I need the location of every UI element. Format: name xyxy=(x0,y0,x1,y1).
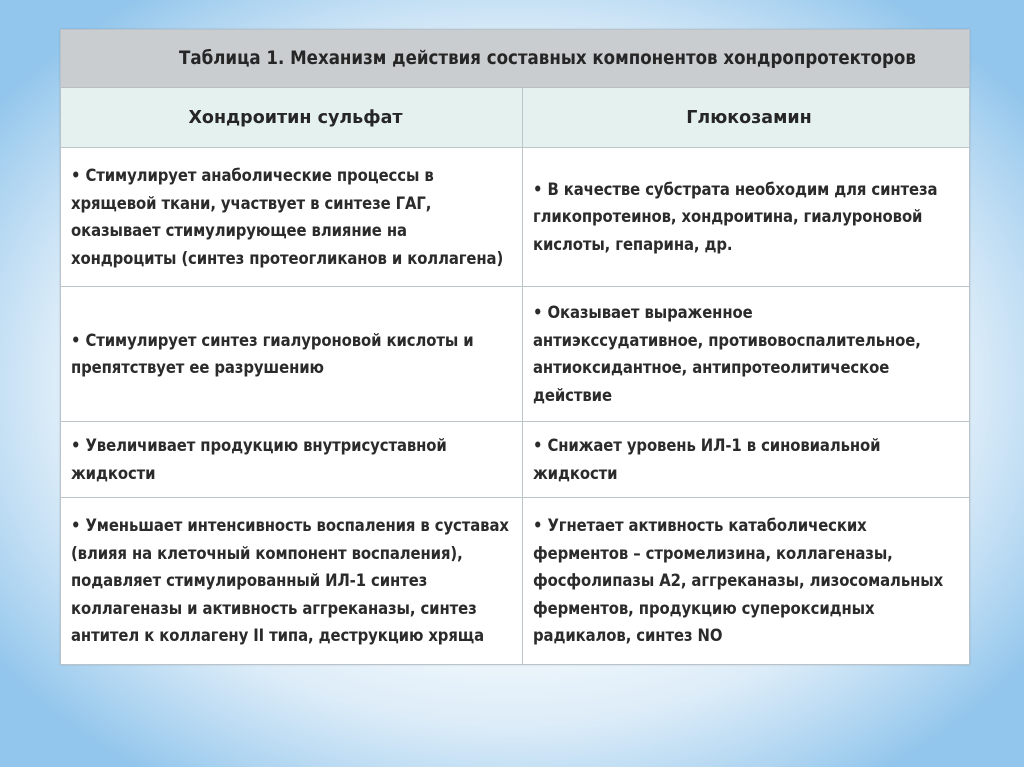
cell-line: • Угнетает активность катаболических xyxy=(533,516,867,536)
cell-glucosamine xyxy=(523,422,969,497)
table-row xyxy=(61,498,969,664)
cell-line: кислоты, гепарина, др. xyxy=(533,234,733,254)
cell-glucosamine xyxy=(523,287,969,421)
cell-line: • Увеличивает продукцию внутрисуставной xyxy=(71,436,447,455)
cell-line: жидкости xyxy=(71,463,156,483)
cell-line: жидкости xyxy=(533,463,618,483)
cell-chondroitin xyxy=(61,287,522,421)
cell-line: • Уменьшает интенсивность воспаления в суставах xyxy=(71,516,509,536)
cell-line: фосфолипазы А2, аггреканазы, лизосомальных xyxy=(533,571,944,591)
cell-line: (влияя на клеточный компонент воспаления), xyxy=(71,543,463,563)
table-row xyxy=(61,148,969,287)
cell-line: • Оказывает выраженное xyxy=(533,303,753,322)
cell-line: антиоксидантное, антипротеолитическое xyxy=(533,358,890,377)
cell-line: ферментов, продукцию супероксидных xyxy=(533,598,875,618)
cell-line: • В качестве субстрата необходим для синтеза xyxy=(533,179,938,199)
cell-line: подавляет стимулированный ИЛ-1 синтез xyxy=(71,571,428,591)
cell-line: хрящевой ткани, участвует в синтезе ГАГ, xyxy=(71,193,432,213)
cell-line: гликопротеинов, хондроитина, гиалуроновой xyxy=(533,207,923,227)
cell-glucosamine xyxy=(523,498,969,664)
table-header-row xyxy=(61,88,969,148)
cell-line: ферментов – стромелизина, коллагеназы, xyxy=(533,543,893,563)
cell-line: препятствует ее разрушению xyxy=(71,358,324,377)
column-header-glucosamine: Глюкозамин xyxy=(686,107,812,128)
mechanism-table xyxy=(60,29,970,665)
table-row xyxy=(61,422,969,498)
cell-line: действие xyxy=(533,385,612,405)
cell-line: хондроциты (синтез протеогликанов и коллагена) xyxy=(71,248,504,268)
table-title: Таблица 1. Механизм действия составных компонентов хондропротекторов xyxy=(61,30,969,88)
cell-chondroitin xyxy=(61,422,522,497)
cell-line: антиэкссудативное, противовоспалительное, xyxy=(533,330,921,350)
cell-line: антител к коллагену II типа, деструкцию хряща xyxy=(71,626,484,646)
column-header-chondroitin: Хондроитин сульфат xyxy=(188,107,403,128)
column-divider xyxy=(522,88,523,664)
cell-line: оказывает стимулирующее влияние на xyxy=(71,221,407,240)
cell-line: коллагеназы и активность аггреканазы, синтез xyxy=(71,598,477,618)
cell-line: • Стимулирует анаболические процессы в xyxy=(71,166,434,185)
cell-line: • Снижает уровень ИЛ-1 в синовиальной xyxy=(533,436,881,455)
cell-glucosamine xyxy=(523,148,969,286)
cell-line: радикалов, синтез NO xyxy=(533,626,723,646)
cell-chondroitin xyxy=(61,148,522,286)
cell-line: • Стимулирует синтез гиалуроновой кислоты и xyxy=(71,330,474,350)
table-row xyxy=(61,287,969,422)
cell-chondroitin xyxy=(61,498,522,664)
